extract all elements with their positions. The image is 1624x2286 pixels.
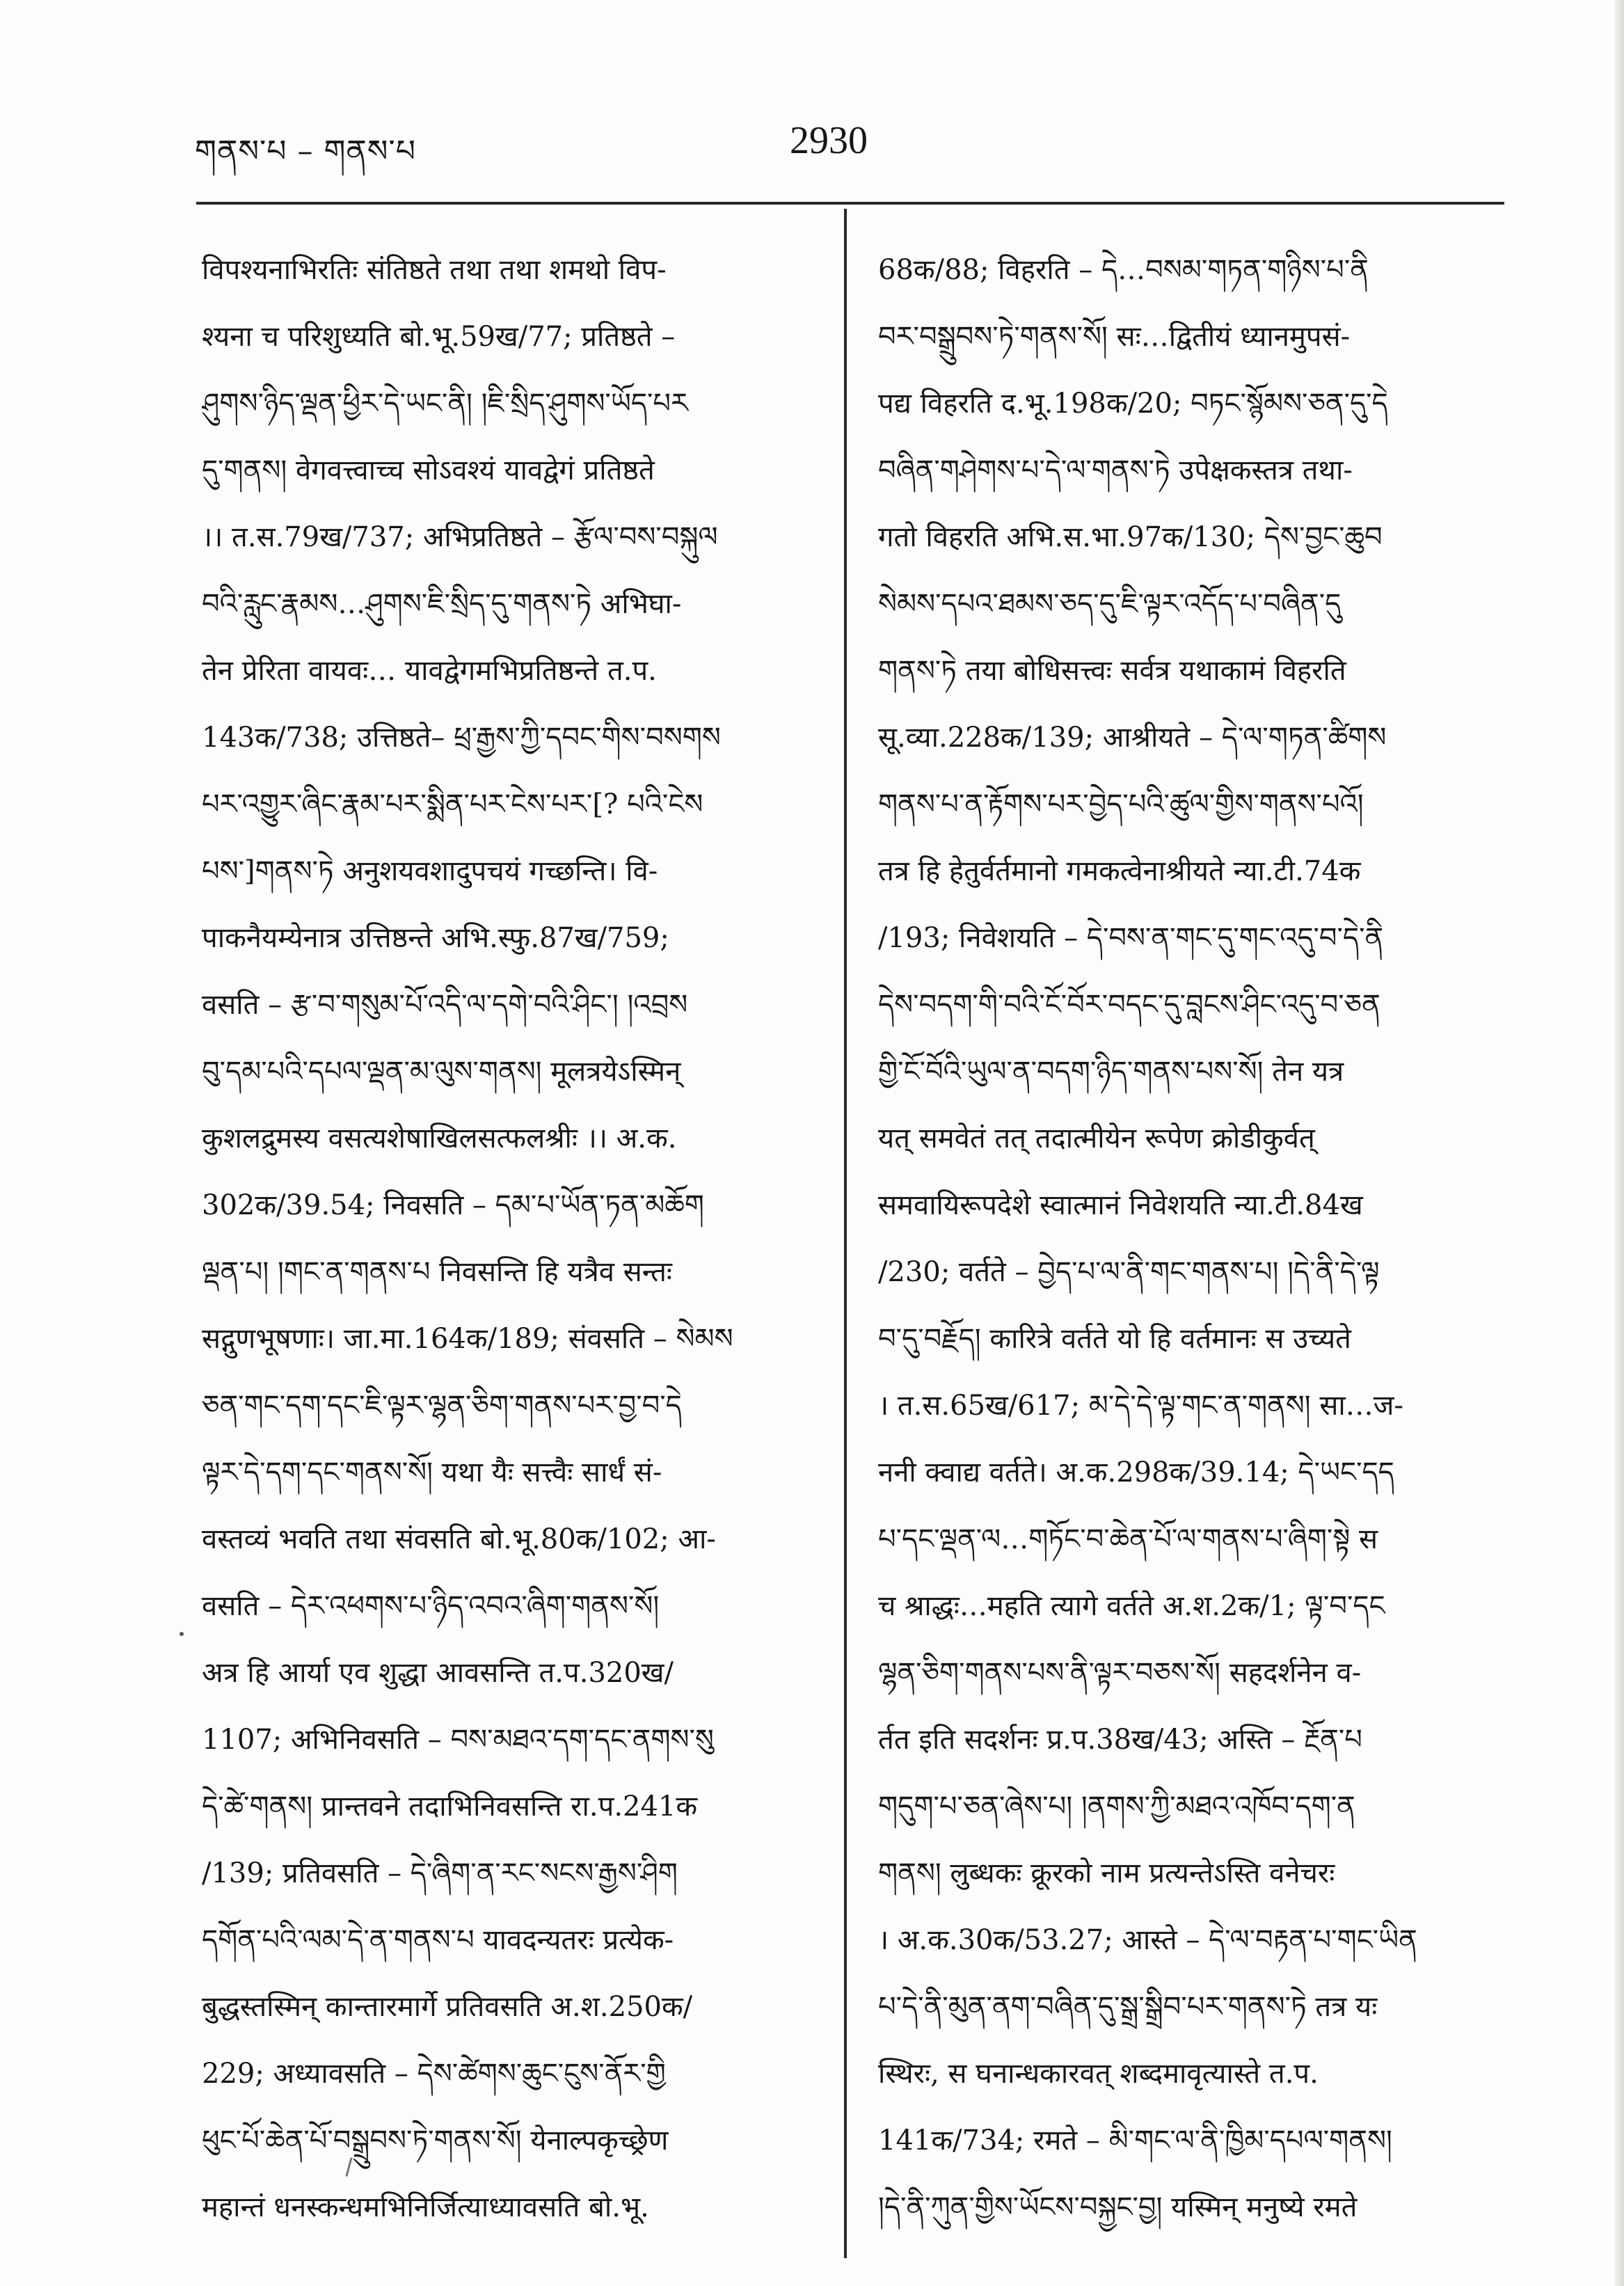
left-column bbox=[202, 237, 821, 2241]
left-line: 302क/39.54; निवसति – དམ་པ་ཡོན་ཏན་མཆོག bbox=[202, 1189, 704, 1221]
left-line: कुशलद्रुमस्य वसत्यशेषाखिलसत्फलश्रीः ।। अ.क. bbox=[202, 1122, 677, 1154]
right-line: བ་དུ་བརྗོད། कारित्रे वर्तते यो हि वर्तमानः स उच्यते bbox=[878, 1323, 1351, 1355]
left-line: དགོན་པའི་ལམ་དེ་ན་གནས་པ यावदन्यतरः प्रत्येक- bbox=[202, 1924, 674, 1956]
running-head: གནས་པ – གནས་པ bbox=[195, 134, 416, 169]
left-line: बुद्धस्तस्मिन् कान्तारमार्गे प्रतिवसति अ.श.250क/ bbox=[202, 1991, 693, 2023]
left-line: अत्र हि आर्या एव शुद्धा आवसन्ति त.प.320ख/ bbox=[202, 1657, 674, 1689]
left-line: ཕུང་པོ་ཆེན་པོ་བསྒྲུབས་ཏེ་གནས་སོ། येनाल्पकृच्छ्रेण bbox=[202, 2125, 669, 2157]
left-line: བའི་རླུང་རྣམས…ཤུགས་ཇི་སྲིད་དུ་གནས་ཏེ अभिघा- bbox=[202, 588, 682, 620]
right-line: །དེ་ནི་ཀུན་གྱིས་ཡོངས་བསྐྱང་བྱ། यस्मिन् मनुष्ये रमते bbox=[878, 2191, 1358, 2223]
header-rule bbox=[196, 202, 1504, 205]
right-line: /230; वर्तते – བྱེད་པ་ལ་ནི་གང་གནས་པ། །དེ་ནི་དེ་ལྟ bbox=[878, 1256, 1380, 1288]
right-line: । त.स.65ख/617; མ་དེ་དེ་ལྟ་གང་ན་གནས། सा…ज- bbox=[878, 1390, 1403, 1422]
right-line: གནས་པ་ན་རྟོགས་པར་བྱེད་པའི་ཚུལ་གྱིས་གནས་པའོ། bbox=[878, 788, 1364, 820]
right-line: र्तत इति सदर्शनः प्र.प.38ख/43; अस्ति – རྔོན་པ bbox=[878, 1724, 1362, 1756]
right-line: དེས་བདག་གི་བའི་ངོ་བོར་བདང་དུ་བླངས་ཤིང་འདུ་བ་ཅན bbox=[878, 989, 1380, 1021]
right-line: ननी क्वाद्य वर्तते। अ.क.298क/39.14; དེ་ཡང་དད bbox=[878, 1456, 1394, 1489]
right-line: གནས། लुब्धकः क्रूरको नाम प्रत्यन्तेऽस्ति वनेचरः bbox=[878, 1857, 1335, 1889]
right-line: यत् समवेतं तत् तदात्मीयेन रूपेण क्रोडीकुर्वत् bbox=[878, 1122, 1315, 1154]
left-line: वसति – རྩ་བ་གསུམ་པོ་འདི་ལ་དགེ་བའི་ཤིང་། །འབྲས bbox=[202, 989, 688, 1021]
right-line: གདུག་པ་ཅན་ཞེས་པ། །ནགས་ཀྱི་མཐའ་འཁོབ་དག་ན bbox=[878, 1791, 1355, 1823]
right-line: བཞིན་གཤེགས་པ་དེ་ལ་གནས་ཏེ उपेक्षकस्तत्र तथा- bbox=[878, 454, 1353, 486]
left-line: तेन प्रेरिता वायवः… यावद्वेगमभिप्रतिष्ठन्ते त.प. bbox=[202, 655, 657, 687]
left-line: 229; अध्यावसति – དེས་ཚེགས་ཆུང་ངུས་ནོར་གྱི bbox=[202, 2058, 666, 2090]
right-line: 68क/88; विहरति – དེ…བསམ་གཏན་གཉིས་པ་ནི bbox=[878, 254, 1369, 286]
right-line: च श्राद्धः…महति त्यागे वर्तते अ.श.2क/1; ལྟ་བ་དང bbox=[878, 1590, 1385, 1622]
left-line: विपश्यनाभिरतिः संतिष्ठते तथा तथा शमथो विप- bbox=[202, 254, 667, 286]
right-line: 141क/734; रमते – མི་གང་ལ་ནི་ཁྱིམ་དཔལ་གནས། bbox=[878, 2125, 1392, 2157]
left-line: महान्तं धनस्कन्धमभिनिर्जित्याध्यावसति बो.भू. bbox=[202, 2191, 649, 2223]
left-line: /139; प्रतिवसति – དེ་ཞིག་ན་རང་སངས་རྒྱས་ཤིག bbox=[202, 1857, 678, 1889]
right-line: /193; निवेशयति – དེ་བས་ན་གང་དུ་གང་འདུ་བ་དེ་ནི bbox=[878, 922, 1384, 954]
left-line: བུ་དམ་པའི་དཔལ་ལྡན་མ་ལུས་གནས། मूलत्रयेऽस्मिन् bbox=[202, 1056, 681, 1088]
left-line: पाकनैयम्येनात्र उत्तिष्ठन्ते अभि.स्फु.87ख/759; bbox=[202, 922, 669, 954]
right-line: पद्य विहरति द.भू.198क/20; བཏང་སྙོམས་ཅན་དུ་དེ bbox=[878, 388, 1388, 420]
right-line: བར་བསྒྲུབས་ཏེ་གནས་སོ། सः…द्वितीयं ध्यानमुपसं- bbox=[878, 321, 1351, 353]
left-line: वस्तव्यं भवति तथा संवसति बो.भू.80क/102; आ- bbox=[202, 1523, 716, 1555]
column-divider bbox=[844, 209, 847, 2258]
right-column bbox=[878, 237, 1504, 2241]
left-line: ।। त.स.79ख/737; अभिप्रतिष्ठते – རྩོལ་བས་བསྐུལ bbox=[202, 521, 718, 553]
scan-speck bbox=[180, 1632, 184, 1636]
right-line: सू.व्या.228क/139; आश्रीयते – དེ་ལ་གཏན་ཚིགས bbox=[878, 722, 1387, 754]
left-line: དེ་ཚེ་གནས། प्रान्तवने तदाभिनिवसन्ति रा.प.241क bbox=[202, 1791, 698, 1823]
right-line: གྱི་ངོ་བོའི་ཡུལ་ན་བདག་ཉིད་གནས་པས་སོ། तेन यत्र bbox=[878, 1056, 1344, 1088]
page-number: 2930 bbox=[790, 119, 868, 162]
left-line: དུ་གནས། वेगवत्त्वाच्च सोऽवश्यं यावद्वेगं प्रतिष्ठते bbox=[202, 454, 655, 486]
scan-edge bbox=[1614, 0, 1624, 2286]
left-line: ལྟར་དེ་དག་དང་གནས་སོ། यथा यैः सत्त्वैः सार्धं सं- bbox=[202, 1456, 662, 1489]
right-line: གནས་ཏེ तया बोधिसत्त्वः सर्वत्र यथाकामं विहरति bbox=[878, 655, 1346, 687]
left-line: ཤུགས་ཉིད་ལྡན་ཕྱིར་དེ་ཡང་ནི། །ཇི་སྲིད་ཤུགས་ཡོད་པར bbox=[202, 388, 688, 420]
left-line: 143क/738; उत्तिष्ठते– ཕྲ་རྒྱས་ཀྱི་དབང་གིས་བསགས bbox=[202, 722, 721, 754]
left-line: ལྡན་པ། །གང་ན་གནས་པ निवसन्ति हि यत्रैव सन्तः bbox=[202, 1256, 672, 1288]
right-line: ལྷན་ཅིག་གནས་པས་ནི་ལྟར་བཅས་སོ། सहदर्शनेन व- bbox=[878, 1657, 1362, 1689]
right-line: པ་དང་ལྡན་ལ…གཏོང་བ་ཆེན་པོ་ལ་གནས་པ་ཞིག་སྟེ स bbox=[878, 1523, 1378, 1555]
left-line: सद्गुणभूषणाः। जा.मा.164क/189; संवसति – སེམས bbox=[202, 1323, 733, 1355]
left-line: श्यना च परिशुध्यति बो.भू.59ख/77; प्रतिष्ठते – bbox=[202, 321, 676, 353]
right-line: སེམས་དཔའ་ཐམས་ཅད་དུ་ཇི་ལྟར་འདོད་པ་བཞིན་དུ bbox=[878, 588, 1342, 620]
left-line: ཅན་གང་དག་དང་ཇི་ལྟར་ལྷན་ཅིག་གནས་པར་བྱ་བ་དེ bbox=[202, 1390, 682, 1422]
right-line: । अ.क.30क/53.27; आस्ते – དེ་ལ་བརྟན་པ་གང་ཡིན bbox=[878, 1924, 1417, 1956]
left-line: वसति – དེར་འཕགས་པ་ཉིད་འབའ་ཞིག་གནས་སོ། bbox=[202, 1590, 660, 1622]
left-line: པར་འགྱུར་ཞིང་རྣམ་པར་སྨིན་པར་ངེས་པར་[? པའི་ངེས bbox=[202, 788, 703, 820]
right-line: པ་དེ་ནི་མུན་ནག་བཞིན་དུ་སྒྲ་སྒྲིབ་པར་གནས་ཏེ तत्र यः bbox=[878, 1991, 1378, 2023]
right-line: तत्र हि हेतुर्वर्तमानो गमकत्वेनाश्रीयते न्या.टी.74क bbox=[878, 855, 1361, 887]
right-line: गतो विहरति अभि.स.भा.97क/130; དེས་བྱང་ཆུབ bbox=[878, 521, 1383, 553]
right-line: समवायिरूपदेशे स्वात्मानं निवेशयति न्या.टी.84ख bbox=[878, 1189, 1363, 1221]
right-line: स्थिरः, स घनान्धकारवत् शब्दमावृत्यास्ते त.प. bbox=[878, 2058, 1319, 2090]
left-line: པས་]གནས་ཏེ अनुशयवशादुपचयं गच्छन्ति। वि- bbox=[202, 855, 658, 887]
left-line: 1107; अभिनिवसति – བས་མཐའ་དག་དང་ནགས་སུ bbox=[202, 1724, 714, 1756]
